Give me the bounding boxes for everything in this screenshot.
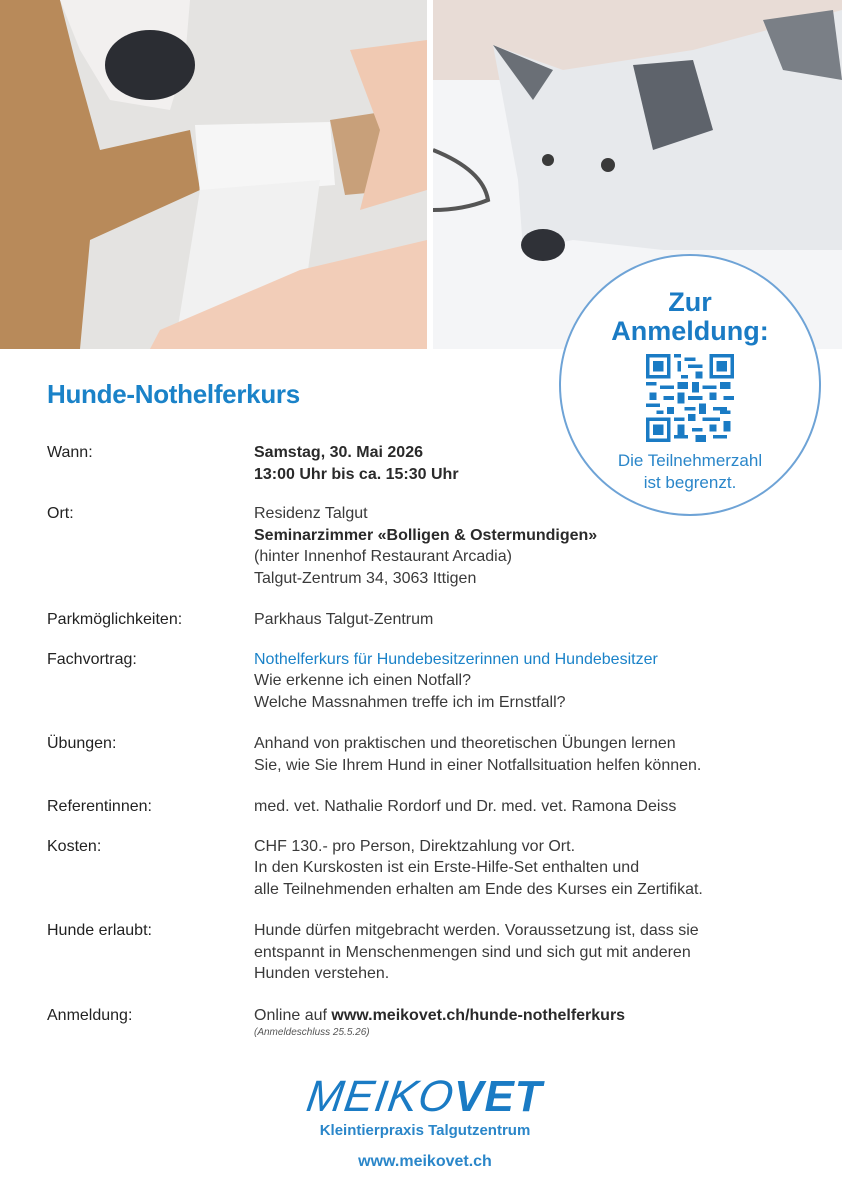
- location-hint: (hinter Innenhof Restaurant Arcadia): [254, 548, 512, 565]
- parking-text: Parkhaus Talgut-Zentrum: [254, 611, 434, 628]
- registration-link[interactable]: www.meikovet.ch/hunde-nothelferkurs: [331, 1006, 626, 1024]
- exercises-line: Sie, wie Sie Ihrem Hund in einer Notfallsituation helfen können.: [254, 756, 702, 774]
- lecture-title: Nothelferkurs für Hundebesitzerinnen und Hundebesitzer: [254, 650, 658, 668]
- dogs-line: entspannt in Menschenmengen sind und sich gut mit anderen: [254, 943, 691, 961]
- detail-row-exercises: [47, 733, 807, 776]
- course-details: [47, 442, 807, 1058]
- detail-row-costs: [47, 836, 807, 901]
- photo-illustration: [0, 0, 427, 349]
- registration-deadline: (Anmeldeschluss 25.5.26): [254, 1027, 370, 1038]
- badge-title: [561, 288, 819, 346]
- event-date: Samstag, 30. Mai 2026: [254, 444, 423, 461]
- dogs-line: Hunden verstehen.: [254, 965, 390, 982]
- website-link[interactable]: www.meikovet.ch: [358, 1153, 492, 1170]
- badge-title-line-1: Zur: [668, 287, 712, 317]
- detail-row-location: [47, 503, 807, 589]
- detail-value: [254, 609, 807, 631]
- detail-label: Wann:: [47, 444, 93, 461]
- detail-label: Kosten:: [47, 837, 102, 855]
- event-time: 13:00 Uhr bis ca. 15:30 Uhr: [254, 465, 459, 483]
- detail-row-parking: [47, 609, 807, 631]
- detail-label: Referentinnen:: [47, 798, 152, 815]
- practice-subtitle: Kleintierpraxis Talgutzentrum: [319, 1122, 531, 1139]
- detail-label: Übungen:: [47, 735, 117, 752]
- detail-value: [254, 442, 807, 485]
- lecture-line: Welche Massnahmen treffe ich im Ernstfall?: [254, 693, 566, 711]
- location-address: Talgut-Zentrum 34, 3063 Ittigen: [254, 569, 477, 587]
- badge-note-line-2: ist begrenzt.: [643, 473, 737, 492]
- detail-label: Ort:: [47, 505, 74, 522]
- detail-value: [254, 733, 807, 776]
- qr-code-icon[interactable]: [646, 354, 734, 442]
- dog-paw-bandage-photo: [0, 0, 427, 349]
- registration-prefix: Online auf: [254, 1006, 332, 1024]
- detail-row-when: [47, 442, 807, 485]
- costs-line: alle Teilnehmenden erhalten am Ende des Kurses ein Zertifikat.: [254, 880, 703, 898]
- location-name: Residenz Talgut: [254, 505, 368, 522]
- detail-value: [254, 503, 807, 589]
- costs-line: CHF 130.- pro Person, Direktzahlung vor Ort.: [254, 837, 576, 855]
- detail-label: Fachvortrag:: [47, 650, 137, 668]
- lecture-line: Wie erkenne ich einen Notfall?: [254, 672, 472, 689]
- detail-value: [254, 920, 807, 985]
- logo-thin-part: MEIKO: [303, 1072, 458, 1121]
- detail-row-dogs-allowed: [47, 920, 807, 985]
- detail-label: Parkmöglichkeiten:: [47, 611, 183, 628]
- detail-label: Anmeldung:: [47, 1006, 133, 1024]
- detail-value: [254, 836, 807, 901]
- meikovet-logo: [270, 1074, 580, 1120]
- detail-row-registration: [47, 1005, 807, 1041]
- footer: [270, 1074, 580, 1171]
- exercises-line: Anhand von praktischen und theoretischen Übungen lernen: [254, 735, 676, 752]
- detail-label: Hunde erlaubt:: [47, 922, 152, 939]
- logo-bold-part: VET: [454, 1072, 543, 1121]
- badge-title-line-2: Anmeldung:: [611, 316, 769, 346]
- dogs-line: Hunde dürfen mitgebracht werden. Voraussetzung ist, dass sie: [254, 922, 699, 939]
- detail-value: [254, 649, 807, 714]
- detail-value: [254, 796, 807, 818]
- detail-row-lecture: [47, 649, 807, 714]
- detail-value: [254, 1005, 807, 1041]
- page-title: Hunde-Nothelferkurs: [47, 379, 300, 409]
- detail-row-speakers: [47, 796, 807, 818]
- location-room: Seminarzimmer «Bolligen & Ostermundigen»: [254, 526, 598, 544]
- costs-line: In den Kurskosten ist ein Erste-Hilfe-Set enthalten und: [254, 859, 640, 876]
- speakers-text: med. vet. Nathalie Rordorf und Dr. med. vet. Ramona Deiss: [254, 798, 677, 815]
- badge-note-line-1: Die Teilnehmerzahl: [617, 451, 763, 470]
